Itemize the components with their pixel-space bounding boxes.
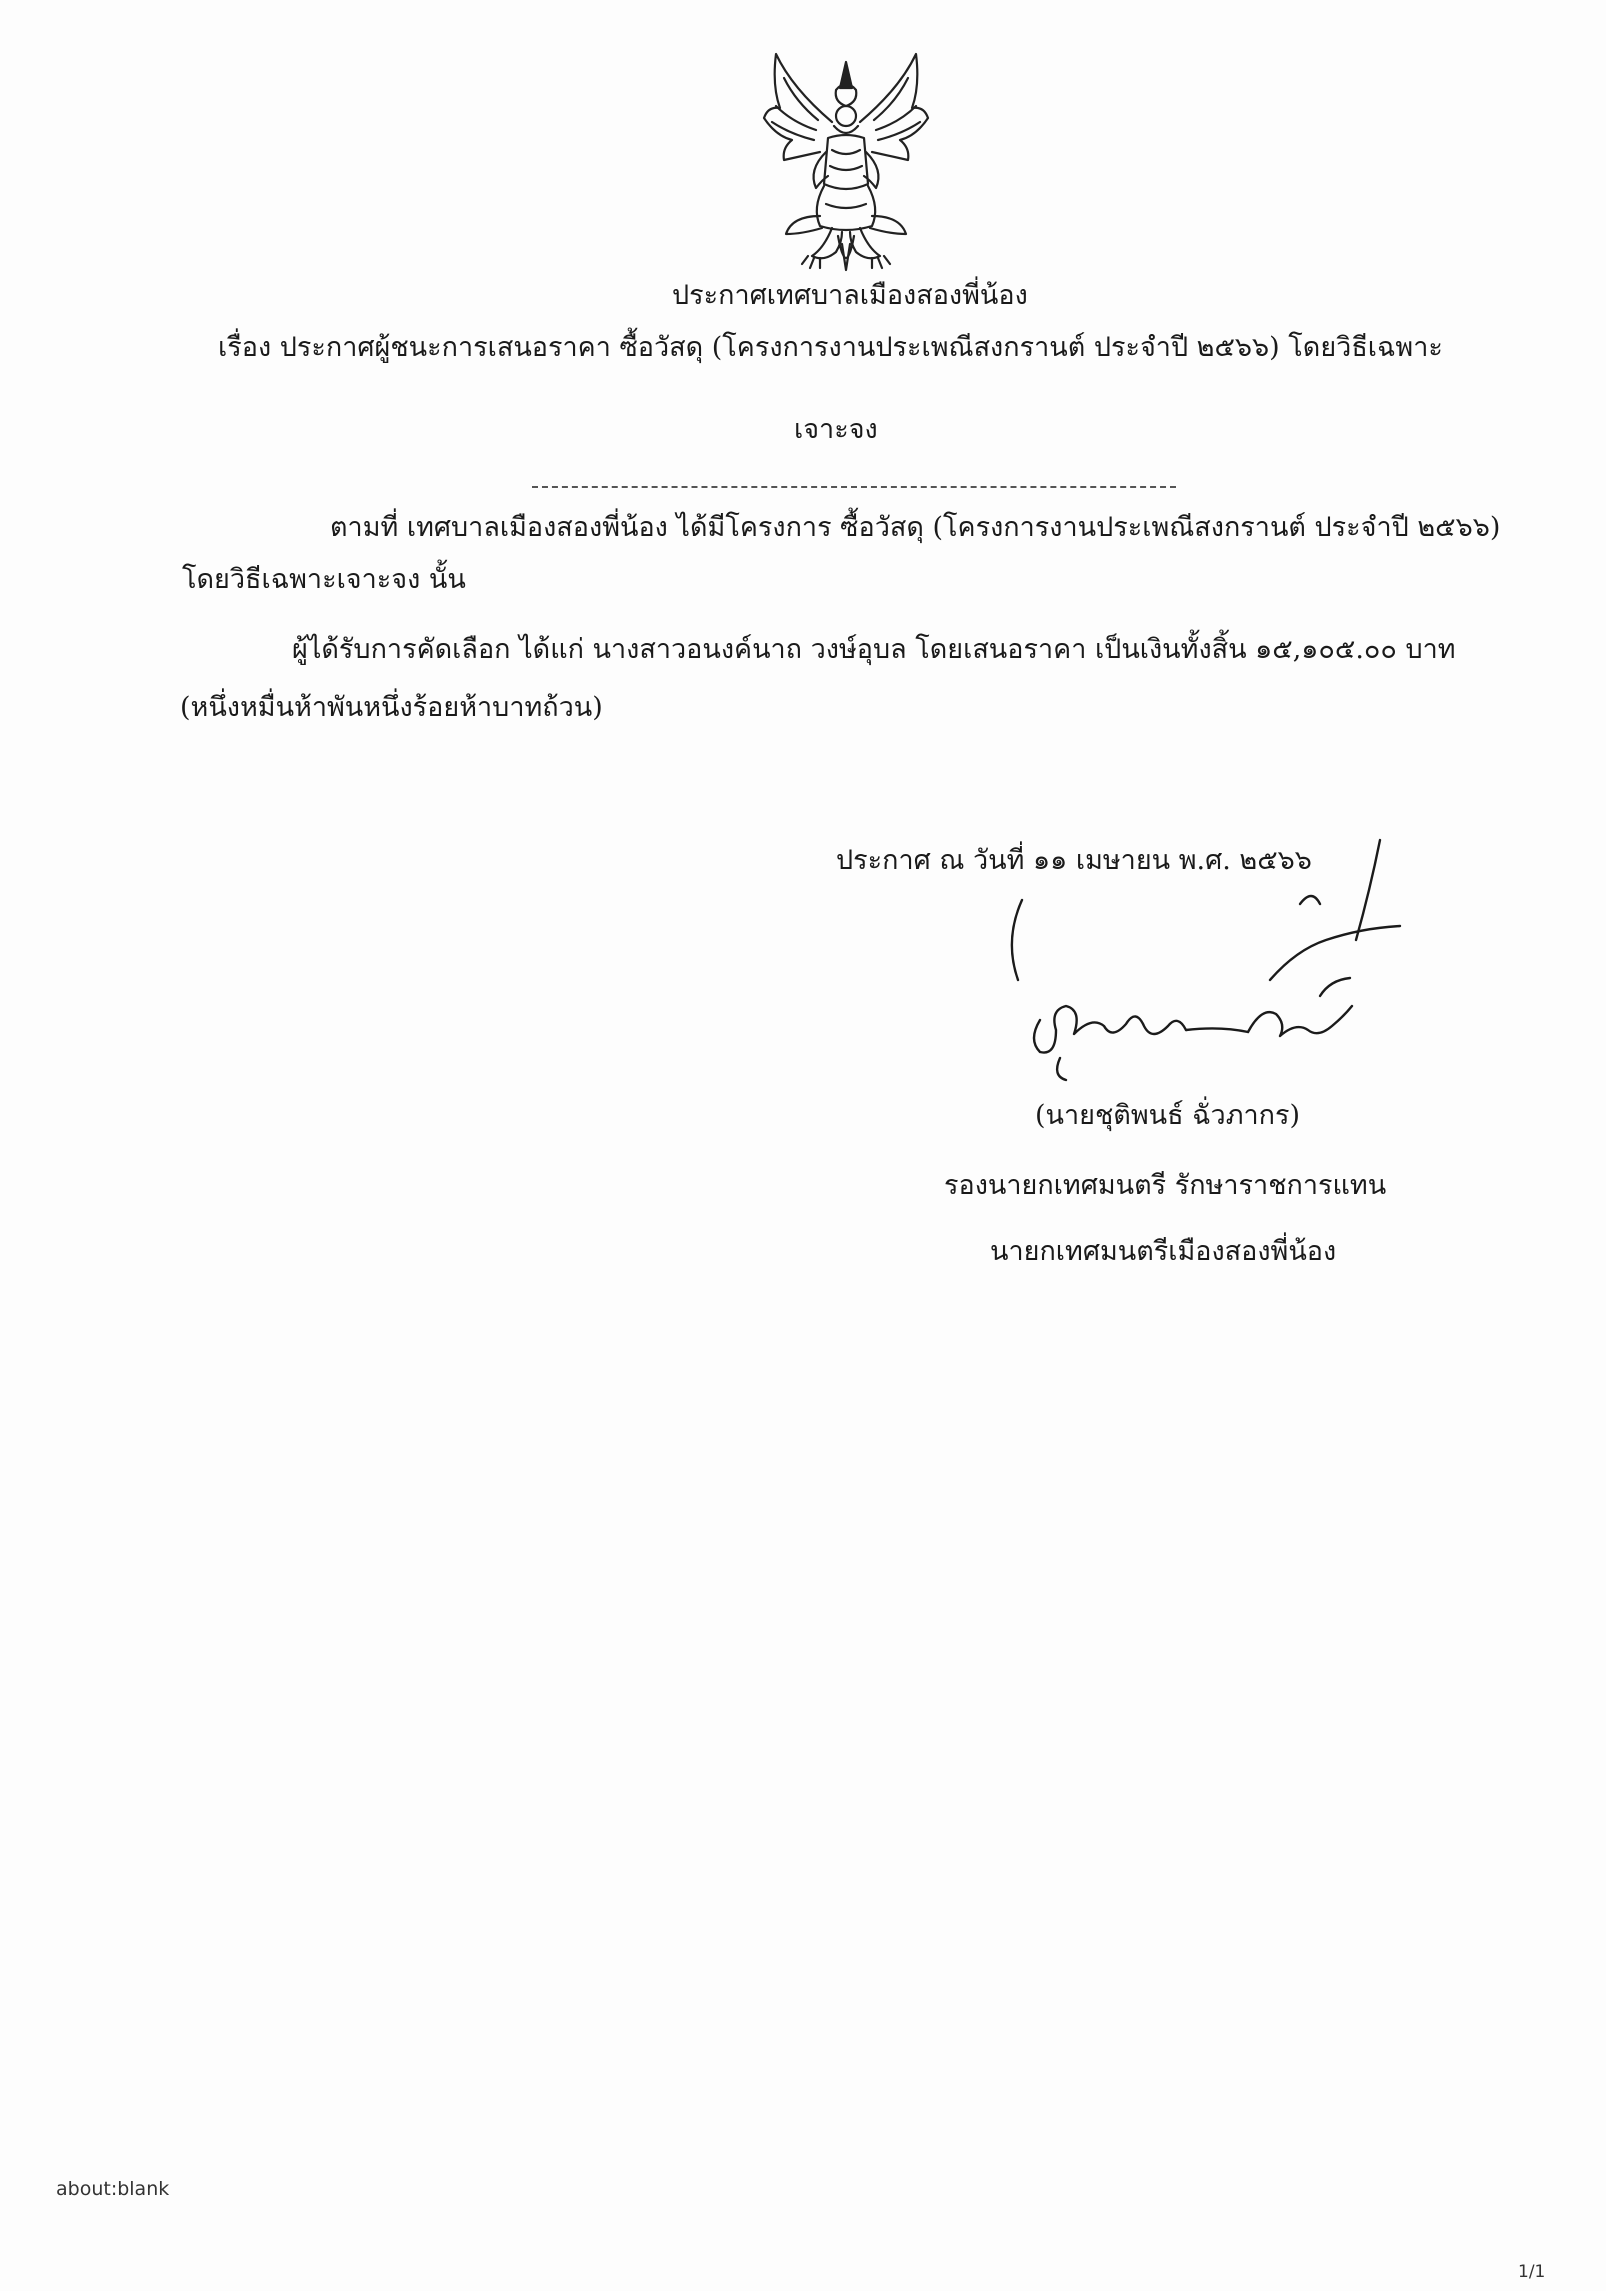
document-subject-line1: เรื่อง ประกาศผู้ชนะการเสนอราคา ซื้อวัสดุ (โครงการงานประเพณีสงกรานต์ ประจำปี ๒๕๖๖) โดยวิธีเฉพาะ	[218, 332, 1443, 363]
signer-office: นายกเทศมนตรีเมืองสองพี่น้อง	[990, 1236, 1337, 1267]
paragraph2-line2: (หนึ่งหมื่นห้าพันหนึ่งร้อยห้าบาทถ้วน)	[180, 692, 603, 723]
paragraph1-line1: ตามที่ เทศบาลเมืองสองพี่น้อง ได้มีโครงการ ซื้อวัสดุ (โครงการงานประเพณีสงกรานต์ ประจำปี ๒๕๖๖)	[330, 512, 1501, 543]
print-footer-page-number: 1/1	[1518, 2262, 1546, 2282]
paragraph1-line2: โดยวิธีเฉพาะเจาะจง นั้น	[182, 564, 466, 595]
title-divider	[532, 486, 1176, 488]
document-subject-line2: เจาะจง	[794, 414, 878, 445]
paragraph2-line1: ผู้ได้รับการคัดเลือก ได้แก่ นางสาวอนงค์นาถ วงษ์อุบล โดยเสนอราคา เป็นเงินทั้งสิ้น ๑๕,๑๐๕.๐๐ บาท	[292, 634, 1456, 665]
handwritten-signature	[1000, 830, 1420, 1090]
signer-role: รองนายกเทศมนตรี รักษาราชการแทน	[944, 1170, 1387, 1201]
announce-date: ประกาศ ณ วันที่ ๑๑ เมษายน พ.ศ. ๒๕๖๖	[836, 845, 1312, 876]
signer-name: (นายชุติพนธ์ ฉั่วภากร)	[1035, 1100, 1301, 1131]
garuda-emblem-icon	[762, 48, 930, 280]
document-title: ประกาศเทศบาลเมืองสองพี่น้อง	[672, 280, 1028, 311]
print-footer-url: about:blank	[56, 2178, 170, 2200]
